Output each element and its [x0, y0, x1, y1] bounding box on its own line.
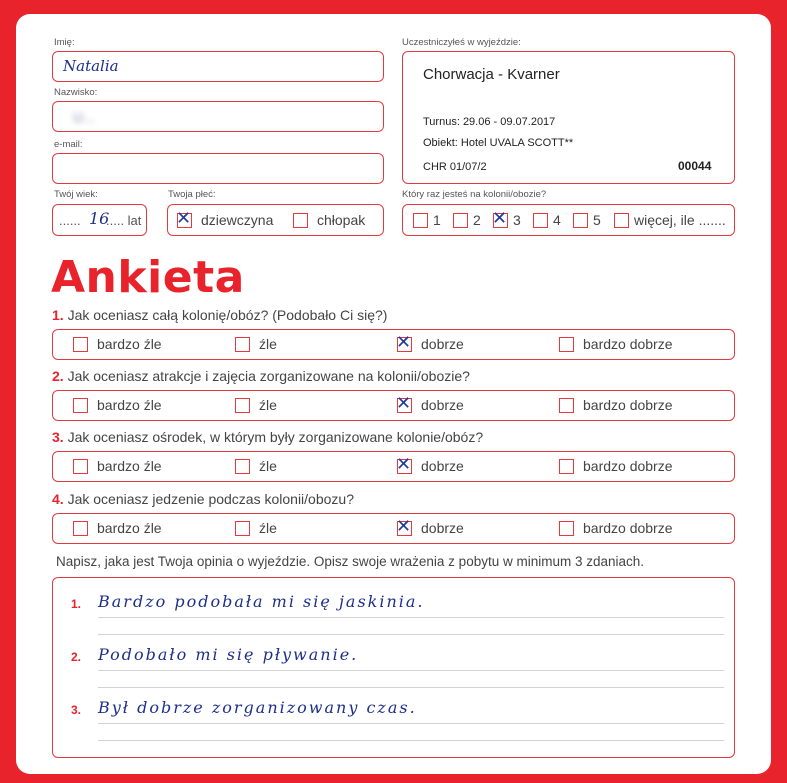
- survey-sheet: [16, 14, 771, 774]
- opinion-line-text: Podobało mi się pływanie.: [98, 645, 359, 664]
- rating-option-label: źle: [259, 520, 277, 536]
- times-option-4: 4: [553, 212, 561, 228]
- rating-option-label: bardzo dobrze: [583, 336, 673, 352]
- rating-checkbox[interactable]: [235, 521, 250, 536]
- opinion-line-number: 2.: [71, 650, 82, 664]
- rating-option-label: bardzo dobrze: [583, 458, 673, 474]
- rating-checkbox[interactable]: [235, 398, 250, 413]
- rating-option-label: źle: [259, 458, 277, 474]
- rating-option-label: bardzo źle: [97, 397, 162, 413]
- gender-field: [167, 204, 384, 236]
- trip-code: CHR 01/07/2: [423, 161, 487, 173]
- question-2-text: [52, 368, 470, 384]
- rating-option-label: źle: [259, 336, 277, 352]
- surname-field[interactable]: [52, 101, 384, 132]
- times-checkbox-4[interactable]: [533, 213, 548, 228]
- times-checkbox-more[interactable]: [614, 213, 629, 228]
- rating-option-label: bardzo dobrze: [583, 397, 673, 413]
- opinion-rule: [98, 617, 724, 618]
- opinion-rule: [98, 740, 724, 741]
- opinion-line-number: 3.: [71, 703, 82, 717]
- question-label: Jak oceniasz jedzenie podczas kolonii/obozu?: [67, 491, 354, 507]
- rating-checkbox[interactable]: [559, 459, 574, 474]
- question-number: 2.: [52, 368, 64, 384]
- trip-number: 00044: [678, 159, 712, 173]
- surname-value: U...: [73, 109, 95, 125]
- question-4-text: [52, 491, 354, 507]
- rating-checkbox[interactable]: [396, 393, 412, 414]
- rating-checkbox[interactable]: [396, 516, 412, 537]
- question-number: 1.: [52, 307, 64, 323]
- name-value: Natalia: [63, 57, 119, 75]
- question-1-text: [52, 307, 387, 323]
- trip-title: Chorwacja - Kvarner: [423, 66, 560, 83]
- surname-label: Nazwisko:: [54, 87, 98, 98]
- rating-checkbox[interactable]: [559, 521, 574, 536]
- question-number: 4.: [52, 491, 64, 507]
- rating-checkbox[interactable]: [235, 459, 250, 474]
- times-label: Który raz jesteś na kolonii/obozie?: [402, 189, 547, 200]
- question-3-rating-row: [52, 451, 735, 482]
- trip-label: Uczestniczyłeś w wyjeździe:: [402, 37, 521, 48]
- question-label: Jak oceniasz całą kolonię/obóz? (Podobało Ci się?): [67, 307, 388, 323]
- age-label: Twój wiek:: [54, 189, 98, 200]
- question-2-rating-row: [52, 390, 735, 421]
- rating-checkbox[interactable]: [396, 454, 412, 475]
- question-4-rating-row: [52, 513, 735, 544]
- times-field: [402, 204, 735, 236]
- times-option-1: 1: [433, 212, 441, 228]
- rating-checkbox[interactable]: [559, 337, 574, 352]
- opinion-line-text: Był dobrze zorganizowany czas.: [98, 698, 417, 717]
- rating-option-label: dobrze: [421, 458, 464, 474]
- rating-option-label: bardzo źle: [97, 336, 162, 352]
- trip-box: [402, 51, 735, 184]
- opinion-line-number: 1.: [71, 597, 82, 611]
- rating-option-label: dobrze: [421, 520, 464, 536]
- rating-checkbox[interactable]: [73, 459, 88, 474]
- rating-option-label: bardzo źle: [97, 458, 162, 474]
- opinion-rule: [98, 670, 724, 671]
- rating-option-label: bardzo źle: [97, 520, 162, 536]
- opinion-rule: [98, 634, 724, 635]
- rating-checkbox[interactable]: [73, 521, 88, 536]
- check-mark-icon: ✕: [396, 393, 412, 414]
- age-suffix: ..... lat: [106, 213, 142, 228]
- trip-turnus: Turnus: 29.06 - 09.07.2017: [423, 116, 556, 128]
- times-option-more: więcej, ile .......: [634, 212, 726, 228]
- check-mark-icon: ✕: [396, 516, 412, 537]
- rating-option-label: bardzo dobrze: [583, 520, 673, 536]
- gender-option-girl: dziewczyna: [201, 212, 274, 228]
- question-label: Jak oceniasz atrakcje i zajęcia zorganizowane na kolonii/obozie?: [67, 368, 470, 384]
- gender-option-boy: chłopak: [317, 212, 366, 228]
- times-option-5: 5: [593, 212, 601, 228]
- rating-checkbox[interactable]: [73, 398, 88, 413]
- gender-checkbox-boy[interactable]: [293, 213, 308, 228]
- trip-obiekt: Obiekt: Hotel UVALA SCOTT**: [423, 137, 574, 149]
- email-label: e-mail:: [54, 139, 83, 150]
- age-prefix: ......: [59, 213, 81, 228]
- check-mark-icon: ✕: [176, 208, 192, 229]
- times-checkbox-1[interactable]: [413, 213, 428, 228]
- rating-checkbox[interactable]: [73, 337, 88, 352]
- question-label: Jak oceniasz ośrodek, w którym były zorganizowane kolonie/obóz?: [67, 429, 484, 445]
- times-checkbox-5[interactable]: [573, 213, 588, 228]
- rating-option-label: dobrze: [421, 336, 464, 352]
- rating-checkbox[interactable]: [235, 337, 250, 352]
- times-option-3: 3: [513, 212, 521, 228]
- check-mark-icon: ✕: [396, 454, 412, 475]
- age-field[interactable]: [52, 204, 147, 236]
- times-checkbox-3[interactable]: [492, 208, 508, 229]
- rating-option-label: dobrze: [421, 397, 464, 413]
- rating-checkbox[interactable]: [559, 398, 574, 413]
- email-field[interactable]: [52, 153, 384, 184]
- age-value: 16: [89, 209, 110, 228]
- name-field[interactable]: [52, 51, 384, 82]
- rating-option-label: źle: [259, 397, 277, 413]
- survey-title: Ankieta: [51, 252, 245, 303]
- opinion-prompt: Napisz, jaka jest Twoja opinia o wyjeździe. Opisz swoje wrażenia z pobytu w minimum 3 zdaniach.: [56, 554, 645, 569]
- opinion-line-text: Bardzo podobała mi się jaskinia.: [98, 592, 425, 611]
- name-label: Imię:: [54, 37, 75, 48]
- gender-checkbox-girl[interactable]: [176, 208, 192, 229]
- check-mark-icon: ✕: [396, 332, 412, 353]
- question-number: 3.: [52, 429, 64, 445]
- opinion-rule: [98, 687, 724, 688]
- check-mark-icon: ✕: [492, 208, 508, 229]
- question-1-rating-row: [52, 329, 735, 360]
- times-option-2: 2: [473, 212, 481, 228]
- opinion-rule: [98, 723, 724, 724]
- rating-checkbox[interactable]: [396, 332, 412, 353]
- question-3-text: [52, 429, 483, 445]
- times-checkbox-2[interactable]: [453, 213, 468, 228]
- gender-label: Twoja płeć:: [168, 189, 216, 200]
